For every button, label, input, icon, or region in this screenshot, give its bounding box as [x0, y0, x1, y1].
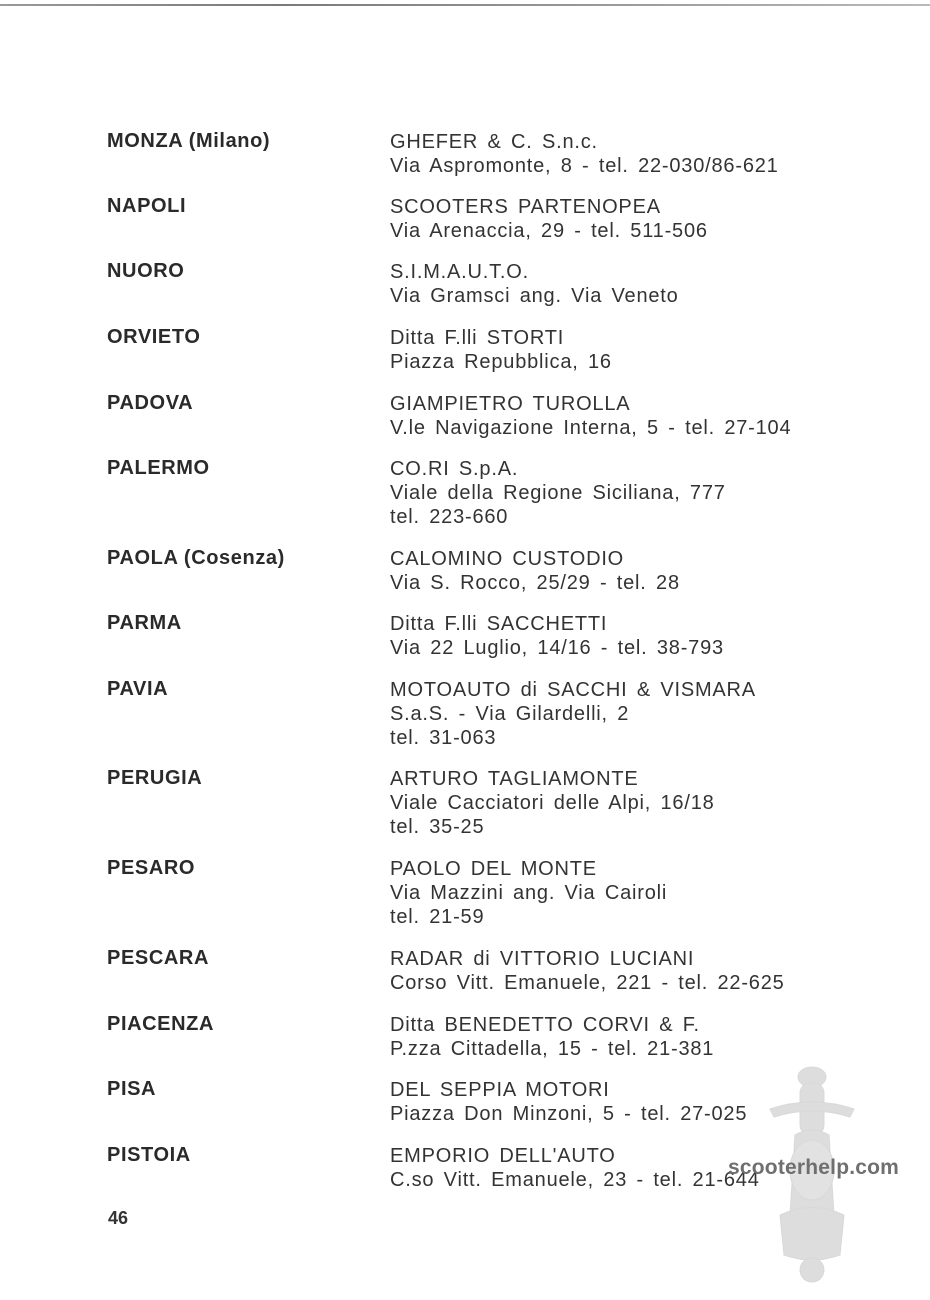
dealer-line: Via S. Rocco, 25/29 - tel. 28 — [390, 572, 680, 594]
dealer-info — [390, 612, 830, 660]
dealer-info — [390, 547, 830, 595]
dealer-line: S.I.M.A.U.T.O. — [390, 261, 529, 283]
dealer-line: V.le Navigazione Interna, 5 - tel. 27-104 — [390, 417, 792, 439]
city-name: PADOVA — [107, 392, 194, 414]
dealer-line: Viale Cacciatori delle Alpi, 16/18 — [390, 792, 715, 814]
city-name: PISTOIA — [107, 1144, 191, 1166]
dealer-line: SCOOTERS PARTENOPEA — [390, 196, 661, 218]
dealer-info — [390, 260, 830, 308]
dealer-line: C.so Vitt. Emanuele, 23 - tel. 21-644 — [390, 1169, 760, 1191]
dealer-line: Via Arenaccia, 29 - tel. 511-506 — [390, 220, 708, 242]
dealer-line: RADAR di VITTORIO LUCIANI — [390, 948, 695, 970]
dealer-line: P.zza Cittadella, 15 - tel. 21-381 — [390, 1038, 715, 1060]
dealer-line: tel. 223-660 — [390, 506, 509, 528]
city-name: PESARO — [107, 857, 196, 879]
dealer-info — [390, 326, 830, 374]
dealer-line: Corso Vitt. Emanuele, 221 - tel. 22-625 — [390, 972, 785, 994]
city-name: MONZA (Milano) — [107, 130, 271, 152]
dealer-line: CO.RI S.p.A. — [390, 458, 519, 480]
city-name: PIACENZA — [107, 1013, 215, 1035]
city-name: PERUGIA — [107, 767, 203, 789]
city-name: PALERMO — [107, 457, 210, 479]
city-name: PARMA — [107, 612, 182, 634]
dealer-line: CALOMINO CUSTODIO — [390, 548, 625, 570]
city-name: PESCARA — [107, 947, 209, 969]
dealer-line: Viale della Regione Siciliana, 777 — [390, 482, 726, 504]
dealer-line: Ditta F.lli SACCHETTI — [390, 613, 608, 635]
dealer-line: DEL SEPPIA MOTORI — [390, 1079, 610, 1101]
dealer-line: MOTOAUTO di SACCHI & VISMARA — [390, 679, 756, 701]
city-name: PISA — [107, 1078, 157, 1100]
dealer-line: Via Mazzini ang. Via Cairoli — [390, 882, 668, 904]
page-number: 46 — [108, 1208, 129, 1228]
dealer-info — [390, 857, 830, 929]
city-name: PAOLA (Cosenza) — [107, 547, 285, 569]
dealer-line: Via Gramsci ang. Via Veneto — [390, 285, 679, 307]
dealer-info — [390, 195, 830, 243]
dealer-info — [390, 1013, 830, 1061]
dealer-info — [390, 130, 830, 178]
watermark-text: scooterhelp.com — [728, 1156, 900, 1179]
dealer-line: Via 22 Luglio, 14/16 - tel. 38-793 — [390, 637, 724, 659]
dealer-info — [390, 678, 830, 750]
dealer-line: Ditta BENEDETTO CORVI & F. — [390, 1014, 700, 1036]
dealer-line: Ditta F.lli STORTI — [390, 327, 565, 349]
dealer-line: tel. 31-063 — [390, 727, 497, 749]
city-name: NUORO — [107, 260, 185, 282]
dealer-line: tel. 35-25 — [390, 816, 485, 838]
dealer-line: Via Aspromonte, 8 - tel. 22-030/86-621 — [390, 155, 779, 177]
dealer-info — [390, 457, 830, 529]
dealer-line: Piazza Don Minzoni, 5 - tel. 27-025 — [390, 1103, 748, 1125]
dealer-line: PAOLO DEL MONTE — [390, 858, 597, 880]
dealer-line: ARTURO TAGLIAMONTE — [390, 768, 639, 790]
city-name: PAVIA — [107, 678, 169, 700]
dealer-line: Piazza Repubblica, 16 — [390, 351, 612, 373]
dealer-info — [390, 947, 830, 995]
dealer-line: EMPORIO DELL'AUTO — [390, 1145, 616, 1167]
dealer-line: S.a.S. - Via Gilardelli, 2 — [390, 703, 630, 725]
dealer-info — [390, 392, 830, 440]
city-name: NAPOLI — [107, 195, 187, 217]
dealer-info — [390, 767, 830, 839]
dealer-line: GHEFER & C. S.n.c. — [390, 131, 598, 153]
dealer-line: tel. 21-59 — [390, 906, 485, 928]
dealer-line: GIAMPIETRO TUROLLA — [390, 393, 631, 415]
city-name: ORVIETO — [107, 326, 201, 348]
